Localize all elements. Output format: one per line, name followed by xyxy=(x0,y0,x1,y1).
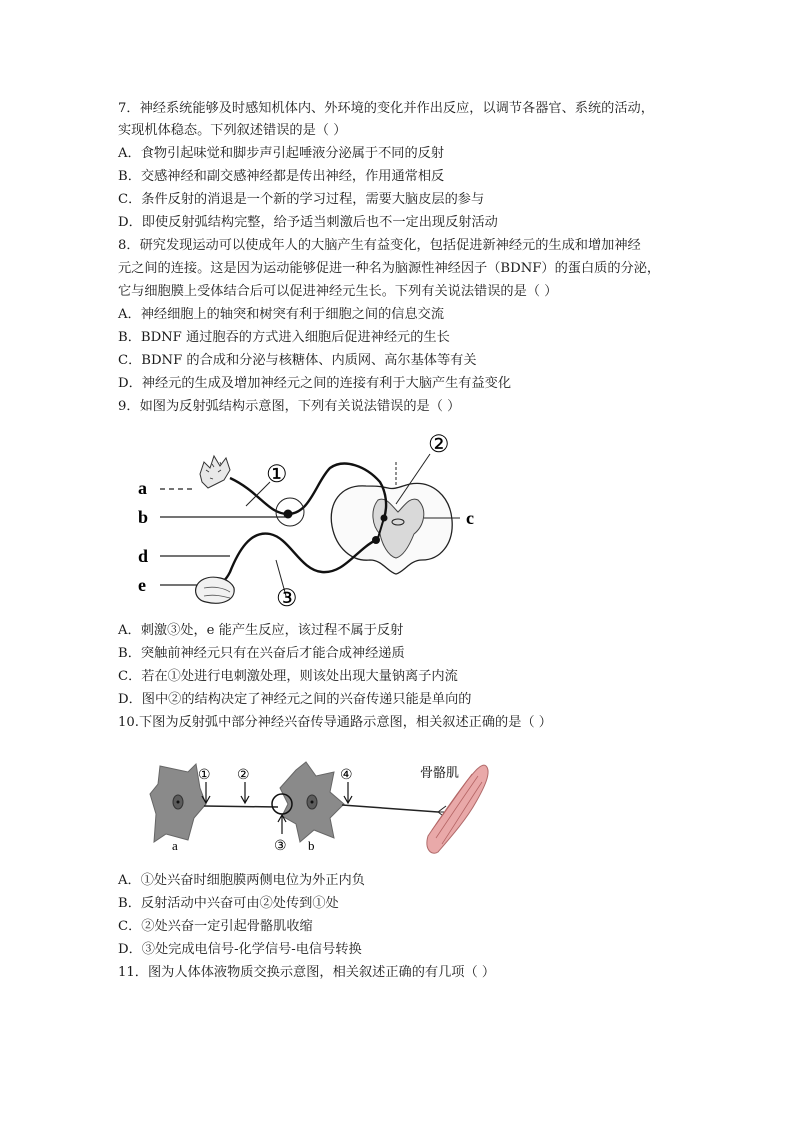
q8-option-a: A．神经细胞上的轴突和树突有利于细胞之间的信息交流 xyxy=(118,307,445,322)
label-a: a xyxy=(138,478,147,498)
q7-option-c: C．条件反射的消退是一个新的学习过程，需要大脑皮层的参与 xyxy=(118,192,485,207)
q11-stem: 11．图为人体体液物质交换示意图，相关叙述正确的有几项（ ） xyxy=(118,965,496,980)
q10-option-c: C．②处兴奋一定引起骨骼肌收缩 xyxy=(118,919,313,934)
neuron-a-nucleolus xyxy=(177,801,180,804)
q7-stem-line1: 7．神经系统能够及时感知机体内、外环境的变化并作出反应，以调节各器官、系统的活动， xyxy=(118,101,654,116)
q10-option-d: D．③处完成电信号-化学信号-电信号转换 xyxy=(118,942,362,957)
q10-option-a: A．①处兴奋时细胞膜两侧电位为外正内负 xyxy=(118,873,365,888)
q9-option-a: A．刺激③处，e 能产生反应，该过程不属于反射 xyxy=(118,623,404,638)
label-a: a xyxy=(172,838,178,853)
interneuron-body xyxy=(381,515,388,522)
label-n1: ① xyxy=(198,768,211,783)
label-b: b xyxy=(138,507,149,527)
axon-a xyxy=(204,806,278,807)
neuron-b-nucleolus xyxy=(311,801,314,804)
q8-option-b: B．BDNF 通过胞吞的方式进入细胞后促进神经元的生长 xyxy=(118,330,450,345)
neural-pathway-diagram xyxy=(148,758,500,858)
label-n2: ② xyxy=(237,768,250,783)
q9-option-b: B．突触前神经元只有在兴奋后才能合成神经递质 xyxy=(118,646,405,661)
axon-b xyxy=(342,805,438,812)
label-e: e xyxy=(138,575,146,595)
motor-neuron-body xyxy=(372,536,380,544)
q10-option-b: B．反射活动中兴奋可由②处传到①处 xyxy=(118,896,339,911)
label-n3: ③ xyxy=(276,586,298,612)
reflex-arc-diagram xyxy=(130,422,490,622)
q8-stem-line2: 元之间的连接。这是因为运动能够促进一种名为脑源性神经因子（BDNF）的蛋白质的分泌， xyxy=(118,261,661,276)
q8-stem-line3: 它与细胞膜上受体结合后可以促进神经元生长。下列有关说法错误的是（ ） xyxy=(118,284,558,299)
skin-receptor-shape xyxy=(200,456,230,488)
label-c: c xyxy=(466,508,474,528)
label-d: d xyxy=(138,546,149,566)
ganglion-cell-body xyxy=(284,510,293,519)
label-muscle: 骨骼肌 xyxy=(420,765,460,780)
q9-option-c: C．若在①处进行电刺激处理，则该处出现大量钠离子内流 xyxy=(118,669,458,684)
label-b: b xyxy=(308,838,315,853)
q7-option-d: D．即使反射弧结构完整，给予适当刺激后也不一定出现反射活动 xyxy=(118,215,498,230)
q9-option-d: D．图中②的结构决定了神经元之间的兴奋传递只能是单向的 xyxy=(118,692,472,707)
q8-option-c: C．BDNF 的合成和分泌与核糖体、内质网、高尔基体等有关 xyxy=(118,353,477,368)
effector-shape xyxy=(196,577,235,603)
q7-option-a: A．食物引起味觉和脚步声引起唾液分泌属于不同的反射 xyxy=(118,146,445,161)
q8-option-d: D．神经元的生成及增加神经元之间的连接有利于大脑产生有益变化 xyxy=(118,376,512,391)
q7-stem-line2: 实现机体稳态。下列叙述错误的是（ ） xyxy=(118,123,347,138)
label-n4: ④ xyxy=(340,768,353,783)
q7-option-b: B．交感神经和副交感神经都是传出神经，作用通常相反 xyxy=(118,169,445,184)
q9-stem: 9．如图为反射弧结构示意图，下列有关说法错误的是（ ） xyxy=(118,399,461,414)
label-n3: ③ xyxy=(274,839,287,854)
label-n2: ② xyxy=(428,432,450,458)
q10-stem: 10.下图为反射弧中部分神经兴奋传导通路示意图，相关叙述正确的是（ ） xyxy=(118,715,552,730)
label-n1: ① xyxy=(266,462,288,488)
q8-stem-line1: 8．研究发现运动可以使成年人的大脑产生有益变化，包括促进新神经元的生成和增加神经 xyxy=(118,238,641,253)
